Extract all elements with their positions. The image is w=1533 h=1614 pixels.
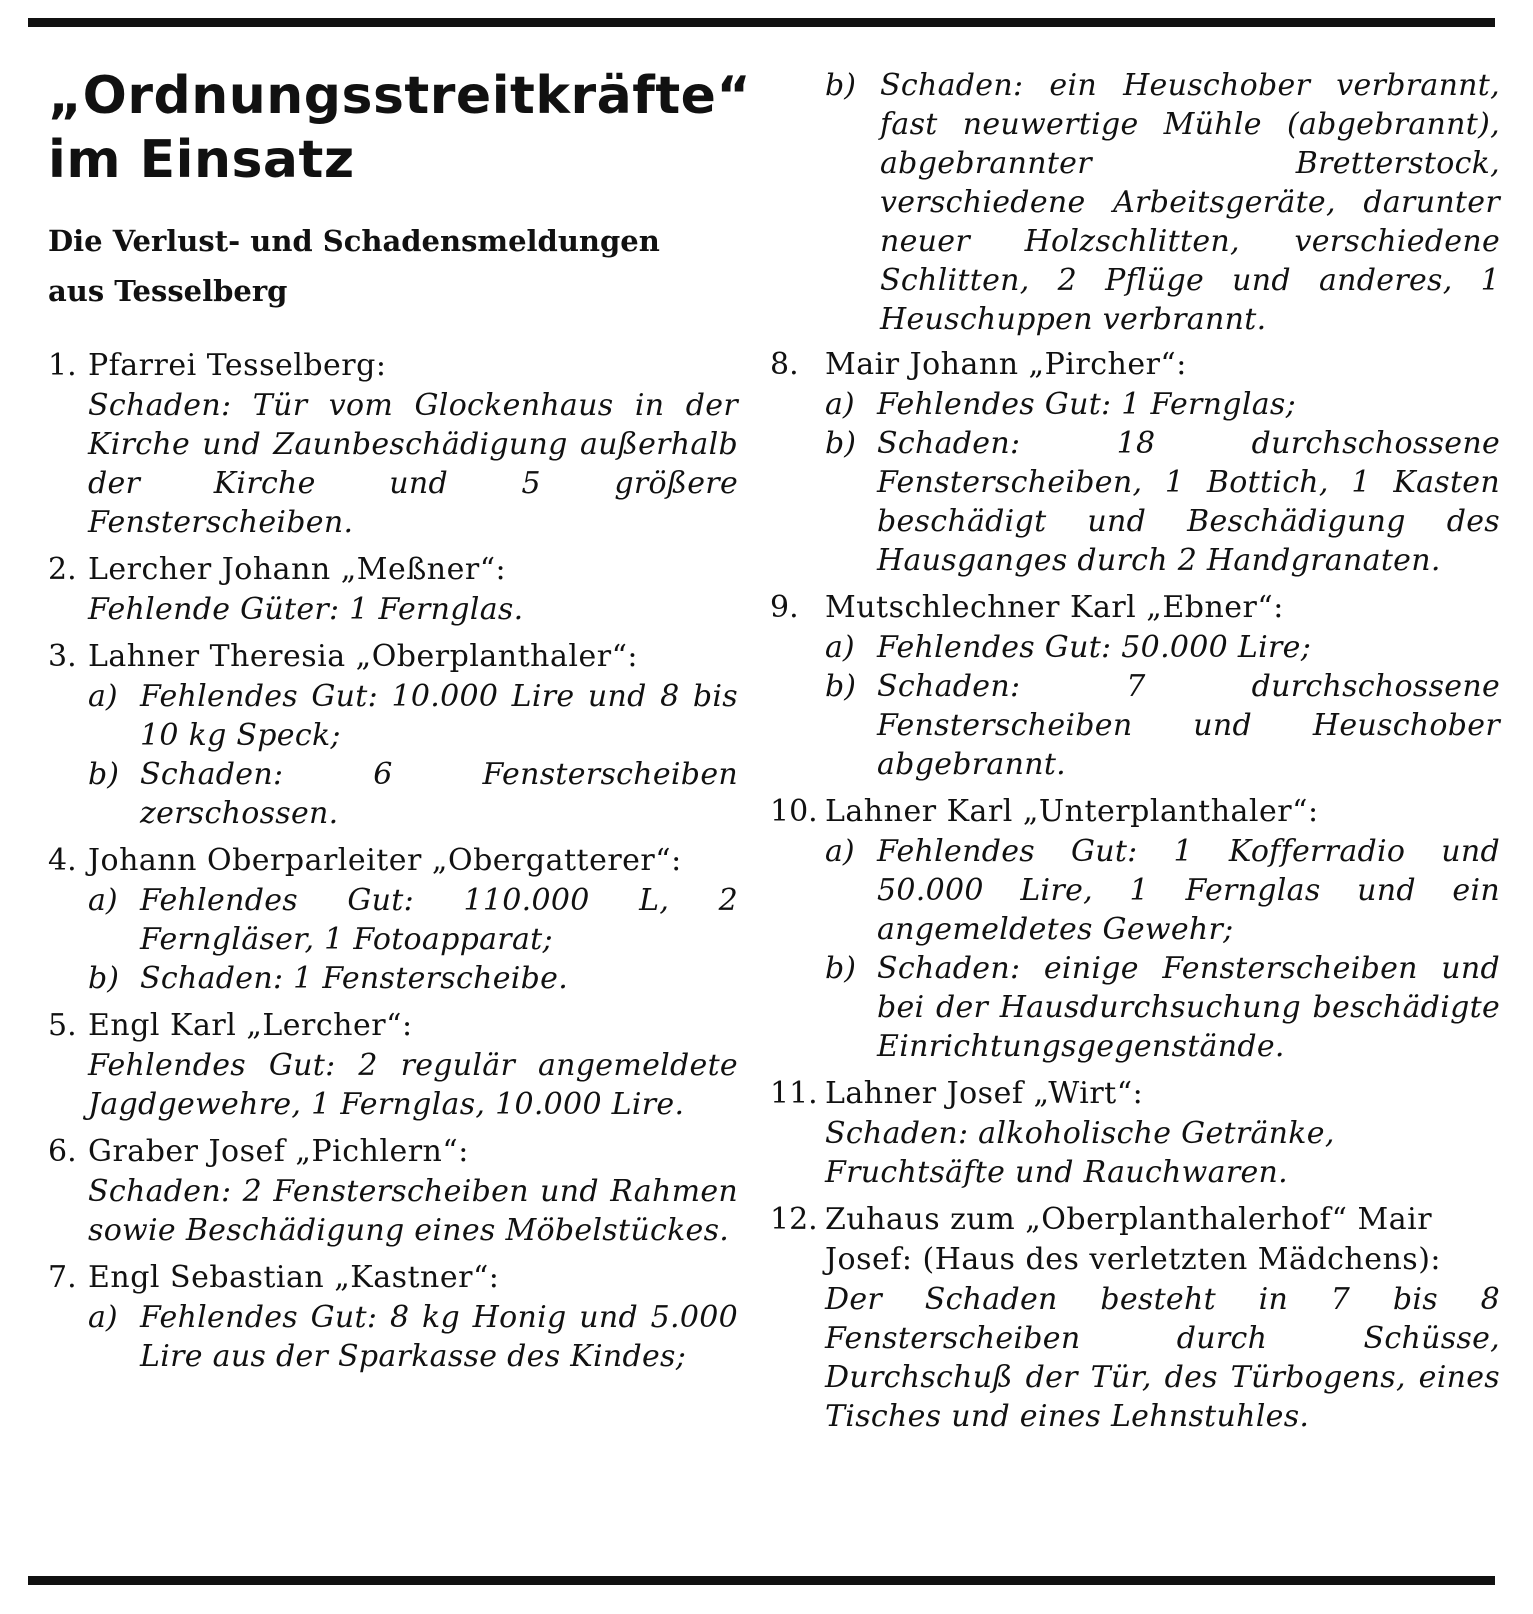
sub-text: Fehlendes Gut: 1 Fernglas; [877, 387, 1296, 422]
sub-text: Fehlendes Gut: 1 Kofferradio und 50.000 Lire, 1 Fernglas und ein angemeldetes Gewehr; [877, 834, 1500, 947]
item-name: Pfarrei Tesselberg: [88, 348, 387, 383]
list-item [48, 1132, 738, 1250]
item-number: 5. [48, 1008, 77, 1043]
right-column [770, 66, 1500, 1444]
bottom-rule [28, 1576, 1495, 1585]
top-rule [28, 18, 1495, 27]
list-item [770, 792, 1500, 1066]
item-name: Graber Josef „Pichlern“: [88, 1134, 469, 1169]
list-item [770, 1074, 1500, 1192]
sub-item-a [88, 1298, 738, 1376]
list-item [770, 345, 1500, 580]
item-name: Lercher Johann „Meßner“: [88, 552, 507, 587]
item-number: 10. [770, 794, 818, 829]
item-name: Zuhaus zum „Oberplanthalerhof“ Mair Josef: (Haus des verletzten Mädchens): [825, 1202, 1442, 1277]
sub-text: Fehlendes Gut: 50.000 Lire; [877, 630, 1312, 665]
sub-label: b) [825, 426, 856, 461]
article-headline [48, 64, 752, 192]
list-item [770, 1200, 1500, 1436]
left-column [48, 64, 752, 1384]
item-text: Schaden: Tür vom Glockenhaus in der Kirche und Zaunbeschädigung außerhalb der Kirche und 5 größere Fensterscheiben. [88, 388, 738, 540]
item-name: Johann Oberparleiter „Obergatterer“: [88, 843, 682, 878]
sub-text: Fehlendes Gut: 110.000 L, 2 Ferngläser, 1 Fotoapparat; [140, 883, 738, 957]
sub-label: b) [825, 68, 856, 103]
item-name: Mair Johann „Pircher“: [825, 347, 1187, 382]
item-name: Lahner Theresia „Oberplanthaler“: [88, 639, 639, 674]
sub-text: Schaden: einige Fensterscheiben und bei der Hausdurchsuchung beschädigte Einrichtungsgegenstände. [877, 951, 1500, 1064]
list-item [48, 550, 738, 629]
item-number: 3. [48, 639, 77, 674]
item-number: 7. [48, 1260, 77, 1295]
item-text: Schaden: alkoholische Getränke, Fruchtsäfte und Rauchwaren. [825, 1116, 1335, 1190]
sub-text: Fehlendes Gut: 8 kg Honig und 5.000 Lire aus der Sparkasse des Kindes; [140, 1300, 738, 1374]
sub-item-a [825, 832, 1500, 949]
sub-item-a [88, 677, 738, 755]
sub-item-b [825, 667, 1500, 784]
sub-text: Schaden: 7 durchschossene Fensterscheiben und Heuschober abgebrannt. [877, 669, 1500, 782]
sub-text: Fehlendes Gut: 10.000 Lire und 8 bis 10 kg Speck; [140, 679, 738, 753]
sub-label: a) [88, 679, 118, 714]
item-name: Engl Karl „Lercher“: [88, 1008, 413, 1043]
sub-label: a) [825, 387, 855, 422]
item-number: 8. [770, 347, 799, 382]
sub-label: b) [88, 757, 119, 792]
subtitle-line-1: Die Verlust- und Schadensmeldungen [48, 224, 660, 258]
subtitle-line-2: aus Tesselberg [48, 274, 288, 308]
list-item [48, 637, 738, 833]
item-name: Lahner Karl „Unterplanthaler“: [825, 794, 1319, 829]
item-name: Mutschlechner Karl „Ebner“: [825, 590, 1284, 625]
list-item [48, 346, 738, 542]
article-subtitle [48, 216, 738, 316]
sub-item-b [825, 424, 1500, 580]
item-text: Der Schaden besteht in 7 bis 8 Fensterscheiben durch Schüsse, Durchschuß der Tür, des Türbogens, eines Tisches und eines Lehnstuhles. [825, 1282, 1500, 1434]
item-number: 1. [48, 348, 77, 383]
item-number: 2. [48, 552, 77, 587]
sub-text: Schaden: ein Heuschober verbrannt, fast neuwertige Mühle (abgebrannt), abgebrannter Bretterstock, verschiedene Arbeitsgeräte, darunter neuer Holzschlitten, verschiedene Schlitten, 2 Pflüge und anderes, 1 Heuschuppen verbrannt. [880, 68, 1500, 337]
sub-item-b-continued [770, 66, 1500, 339]
list-item [48, 1006, 738, 1124]
sub-label: a) [825, 834, 855, 869]
item-text: Schaden: 2 Fensterscheiben und Rahmen sowie Beschädigung eines Möbelstückes. [88, 1174, 738, 1248]
sub-label: b) [825, 669, 856, 704]
sub-item-a [88, 881, 738, 959]
sub-text: Schaden: 6 Fensterscheiben zerschossen. [140, 757, 738, 831]
headline-line-2: im Einsatz [48, 130, 355, 190]
sub-item-b [825, 949, 1500, 1066]
item-number: 9. [770, 590, 799, 625]
sub-label: a) [88, 1300, 118, 1335]
item-number: 6. [48, 1134, 77, 1169]
list-item [770, 588, 1500, 784]
sub-item-b [88, 959, 738, 998]
sub-label: b) [88, 961, 119, 996]
sub-label: b) [825, 951, 856, 986]
list-item [48, 841, 738, 998]
headline-line-1: „Ordnungsstreitkräfte“ [48, 66, 752, 126]
sub-text: Schaden: 18 durchschossene Fensterscheiben, 1 Bottich, 1 Kasten beschädigt und Beschädigung des Hausganges durch 2 Handgranaten. [877, 426, 1500, 578]
sub-label: a) [825, 630, 855, 665]
item-name: Engl Sebastian „Kastner“: [88, 1260, 500, 1295]
item-number: 4. [48, 843, 77, 878]
sub-text: Schaden: 1 Fensterscheibe. [140, 961, 569, 996]
item-number: 12. [770, 1202, 818, 1237]
item-text: Fehlendes Gut: 2 regulär angemeldete Jagdgewehre, 1 Fernglas, 10.000 Lire. [88, 1048, 738, 1122]
list-item [48, 1258, 738, 1376]
sub-item-b [88, 755, 738, 833]
item-name: Lahner Josef „Wirt“: [825, 1076, 1144, 1111]
item-number: 11. [770, 1076, 818, 1111]
sub-item-a [825, 385, 1500, 424]
item-text: Fehlende Güter: 1 Fernglas. [88, 592, 524, 627]
sub-item-a [825, 628, 1500, 667]
sub-label: a) [88, 883, 118, 918]
